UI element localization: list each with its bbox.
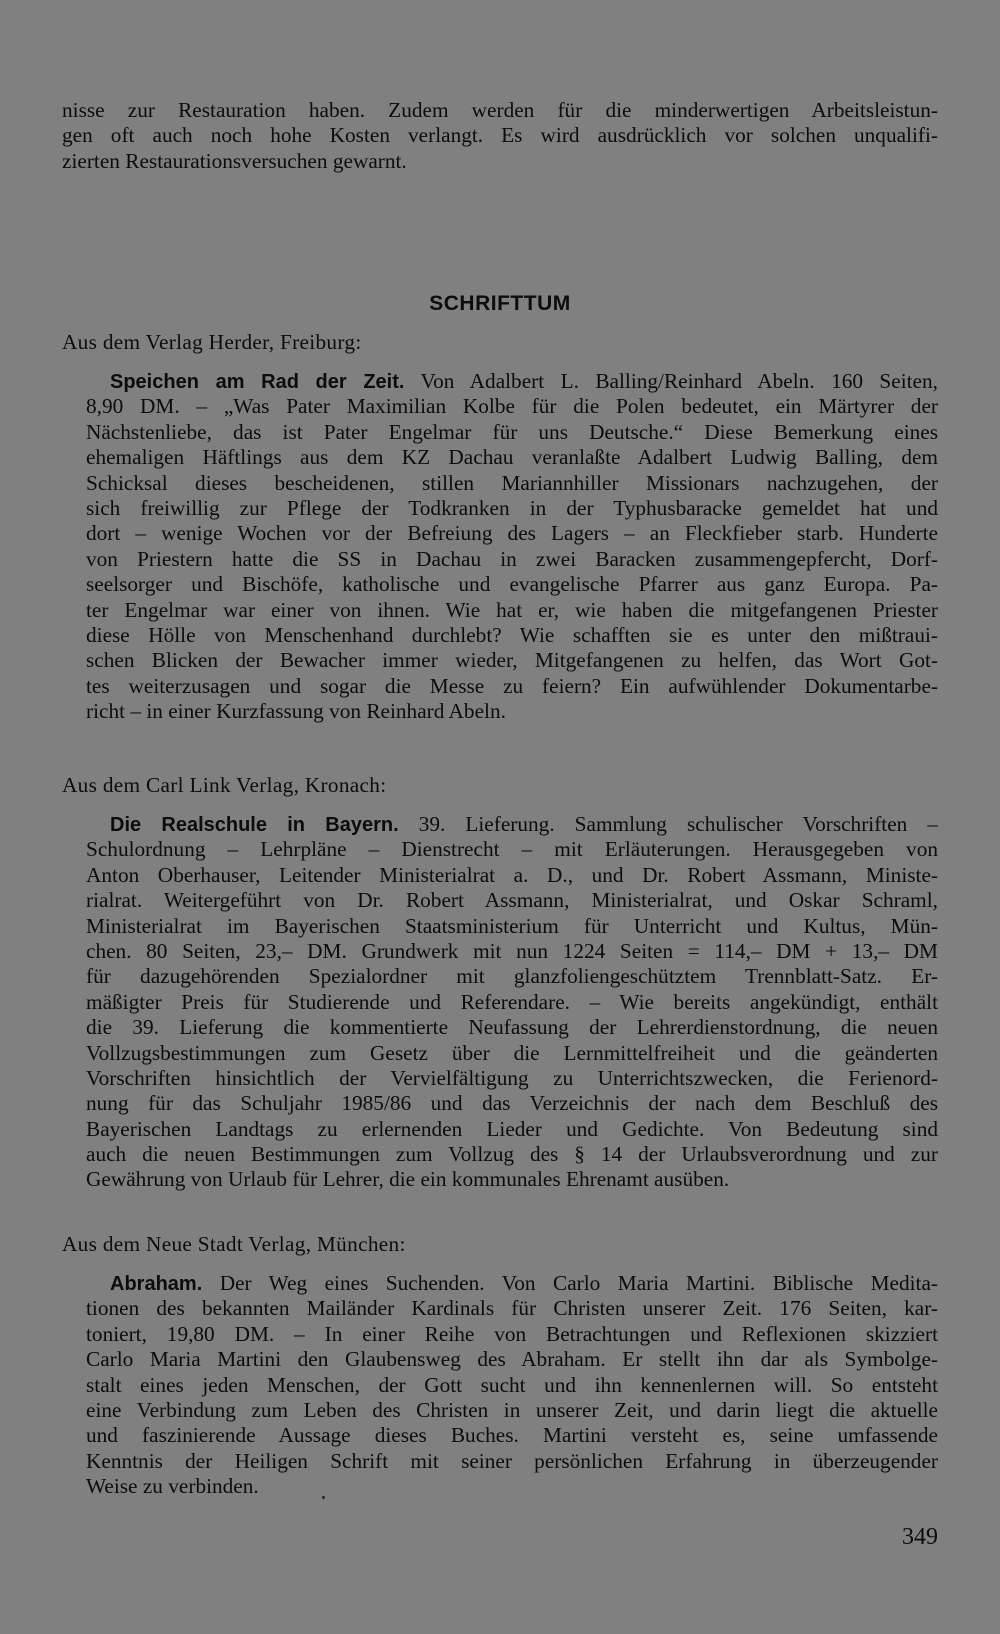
entry-text <box>62 1271 938 1500</box>
publisher-herder: Aus dem Verlag Herder, Freiburg: <box>62 330 362 354</box>
entry-line: Schulordnung – Lehrpläne – Dienstrecht – mit Erläuterungen. Herausgegeben von <box>86 837 938 862</box>
entry-line: Kenntnis der Heiligen Schrift mit seiner persönlichen Erfahrung in überzeugender <box>86 1448 938 1473</box>
intro-line: gen oft auch noch hohe Kosten verlangt. Es wird ausdrücklich vor solchen unqualifi- <box>62 123 938 148</box>
entry-line: stalt eines jeden Menschen, der Gott sucht und ihn kennenlernen will. So entsteht <box>86 1372 938 1397</box>
entry-line: chen. 80 Seiten, 23,– DM. Grundwerk mit nun 1224 Seiten = 114,– DM + 13,– DM <box>86 938 938 963</box>
section-title: SCHRIFTTUM <box>429 292 571 315</box>
entry-line: nung für das Schuljahr 1985/86 und das Verzeichnis der nach dem Beschluß des <box>86 1091 938 1116</box>
entry-herder <box>62 369 938 724</box>
entry-first-line <box>62 1271 938 1296</box>
publisher-carl-link: Aus dem Carl Link Verlag, Kronach: <box>62 773 387 797</box>
entry-line: für dazugehörenden Spezialordner mit glanzfoliengeschütztem Trennblatt-Satz. Er- <box>86 964 938 989</box>
entry-title: Speichen am Rad der Zeit. <box>110 371 405 393</box>
entry-line: ter Engelmar war einer von ihnen. Wie hat er, wie haben die mitgefangenen Priester <box>86 597 938 622</box>
print-speck <box>322 1496 325 1499</box>
entry-first-line-rest: Der Weg eines Suchenden. Von Carlo Maria Martini. Biblische Medita- <box>202 1271 938 1295</box>
entry-line: auch die neuen Bestimmungen zum Vollzug des § 14 der Urlaubsverordnung und zur <box>86 1142 938 1167</box>
entry-line: Bayerischen Landtags zu erlernenden Lieder und Gedichte. Von Bedeutung sind <box>86 1116 938 1141</box>
entry-line: Ministerialrat im Bayerischen Staatsministerium für Unterricht und Kultus, Mün- <box>86 913 938 938</box>
entry-title: Abraham. <box>110 1273 203 1295</box>
entry-line: Vollzugsbestimmungen zum Gesetz über die Lernmittelfreiheit und die geänderten <box>86 1040 938 1065</box>
entry-line: schen Blicken der Bewacher immer wieder, Mitgefangenen zu helfen, das Wort Got- <box>86 648 938 673</box>
intro-line: zierten Restaurationsversuchen gewarnt. <box>62 148 407 173</box>
entry-line: Weise zu verbinden. <box>86 1474 259 1499</box>
entry-title: Die Realschule in Bayern. <box>110 814 399 836</box>
entry-line: tionen des bekannten Mailänder Kardinals für Christen unserer Zeit. 176 Seiten, kar- <box>86 1296 938 1321</box>
entry-line: von Priestern hatte die SS in Dachau in zwei Baracken zusammengepfercht, Dorf- <box>86 546 938 571</box>
entry-first-line <box>62 812 938 837</box>
entry-line: richt – in einer Kurzfassung von Reinhard Abeln. <box>86 699 506 724</box>
entry-line: sich freiwillig zur Pflege der Todkranken in der Typhusbaracke gemeldet hat und <box>86 495 938 520</box>
entry-line: Anton Oberhauser, Leitender Ministerialrat a. D., und Dr. Robert Assmann, Ministe- <box>86 862 938 887</box>
intro-paragraph <box>62 98 938 174</box>
publisher-neue-stadt: Aus dem Neue Stadt Verlag, München: <box>62 1232 406 1256</box>
entry-line: Vorschriften hinsichtlich der Vervielfältigung zu Unterrichtszwecken, die Ferienord- <box>86 1065 938 1090</box>
entry-text <box>62 369 938 724</box>
entry-line: Nächstenliebe, das ist Pater Engelmar für uns Deutsche.“ Diese Bemerkung eines <box>86 419 938 444</box>
page-number: 349 <box>902 1524 938 1550</box>
entry-line: ehemaligen Häftlings aus dem KZ Dachau veranlaßte Adalbert Ludwig Balling, dem <box>86 445 938 470</box>
entry-first-line-rest: Von Adalbert L. Balling/Reinhard Abeln. 160 Seiten, <box>404 369 938 393</box>
entry-line: die 39. Lieferung die kommentierte Neufassung der Lehrerdienstordnung, die neuen <box>86 1015 938 1040</box>
entry-line: tes weiterzusagen und sogar die Messe zu feiern? Ein aufwühlender Dokumentarbe- <box>86 673 938 698</box>
entry-line: rialrat. Weitergeführt von Dr. Robert Assmann, Ministerialrat, und Oskar Schraml, <box>86 888 938 913</box>
entry-line: Carlo Maria Martini den Glaubensweg des Abraham. Er stellt ihn dar als Symbolge- <box>86 1347 938 1372</box>
entry-line: diese Hölle von Menschenhand durchlebt? Wie schafften sie es unter den mißtraui- <box>86 622 938 647</box>
intro-text <box>62 98 938 174</box>
entry-line: Schicksal dieses bescheidenen, stillen Mariannhiller Missionars nachzugehen, der <box>86 470 938 495</box>
entry-line: seelsorger und Bischöfe, katholische und evangelische Pfarrer aus ganz Europa. Pa- <box>86 572 938 597</box>
entry-first-line <box>62 369 938 394</box>
intro-line: nisse zur Restauration haben. Zudem werden für die minderwertigen Arbeitsleistun- <box>62 98 938 122</box>
entry-line: und faszinierende Aussage dieses Buches. Martini versteht es, seine umfassende <box>86 1423 938 1448</box>
entry-carl-link <box>62 812 938 1193</box>
entry-line: dort – wenige Wochen vor der Befreiung des Lagers – an Fleckfieber starb. Hunderte <box>86 521 938 546</box>
entry-line: eine Verbindung zum Leben des Christen in unserer Zeit, und darin liegt die aktuelle <box>86 1397 938 1422</box>
entry-line: Gewährung von Urlaub für Lehrer, die ein kommunales Ehrenamt ausüben. <box>86 1167 730 1192</box>
entry-first-line-rest: 39. Lieferung. Sammlung schulischer Vorschriften – <box>398 812 938 836</box>
entry-line: 8,90 DM. – „Was Pater Maximilian Kolbe für die Polen bedeutet, ein Märtyrer der <box>86 394 938 419</box>
entry-line: toniert, 19,80 DM. – In einer Reihe von Betrachtungen und Reflexionen skizziert <box>86 1321 938 1346</box>
entry-text <box>62 812 938 1193</box>
entry-line: mäßigter Preis für Studierende und Referendare. – Wie bereits angekündigt, enthält <box>86 989 938 1014</box>
entry-neue-stadt <box>62 1271 938 1500</box>
